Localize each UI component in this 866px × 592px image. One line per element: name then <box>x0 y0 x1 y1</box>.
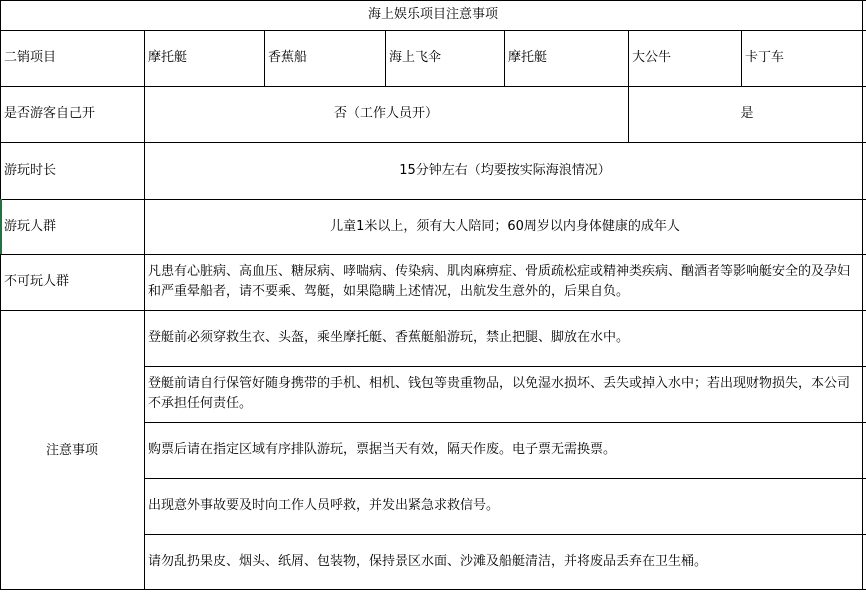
border-bottom <box>0 589 866 590</box>
audience-value[interactable]: 儿童1米以上，须有大人陪同；60周岁以内身体健康的成年人 <box>330 218 680 234</box>
border-col-4 <box>504 30 505 86</box>
border-row2-bottom <box>0 142 866 143</box>
project-cell-2[interactable]: 香蕉船 <box>268 50 308 65</box>
self-drive-no[interactable]: 否（工作人员开） <box>333 106 438 121</box>
border-col-6 <box>741 30 742 86</box>
border-row1-bottom <box>0 86 866 87</box>
restricted-value[interactable]: 凡患有心脏病、高血压、糖尿病、哮喘病、传染病、肌肉麻痹症、骨质疏松症或精神类疾病、酗酒者等影响艇安全的及孕妇和严重晕船者，请不要乘、驾艇，如果隐瞒上述情况，出航发生意外的，后果自负。 <box>148 264 851 299</box>
note-item-1[interactable]: 登艇前必须穿救生衣、头盔，乘坐摩托艇、香蕉艇船游玩，禁止把腿、脚放在水中。 <box>148 330 630 345</box>
border-row4-bottom <box>0 254 866 255</box>
note-item-2[interactable]: 登艇前请自行保管好随身携带的手机、相机、钱包等贵重物品，以免湿水损坏、丢失或掉入水中；若出现财物损失，本公司不承担任何责任。 <box>148 376 851 411</box>
row-label-self-drive[interactable]: 是否游客自己开 <box>4 106 96 121</box>
note-item-5[interactable]: 请勿乱扔果皮、烟头、纸屑、包装物，保持景区水面、沙滩及船艇清洁，并将废品丢弃在卫生桶。 <box>148 554 708 569</box>
border-col-3 <box>385 30 386 86</box>
project-cell-4[interactable]: 摩托艇 <box>508 50 548 65</box>
border-row5-bottom <box>0 310 866 311</box>
row-label-restricted[interactable]: 不可玩人群 <box>4 274 70 289</box>
note-item-3[interactable]: 购票后请在指定区域有序排队游玩，票据当天有效，隔天作废。电子票无需换票。 <box>148 442 617 457</box>
row-label-projects[interactable]: 二销项目 <box>4 50 57 65</box>
row-label-audience[interactable]: 游玩人群 <box>4 218 57 234</box>
border-note3-bottom <box>144 478 866 479</box>
project-cell-3[interactable]: 海上飞伞 <box>389 50 442 65</box>
duration-value[interactable]: 15分钟左右（均要按实际海浪情况） <box>399 162 611 178</box>
row-label-duration[interactable]: 游玩时长 <box>4 162 57 178</box>
border-row3-bottom <box>0 199 866 200</box>
border-col-5 <box>628 30 629 142</box>
border-note2-bottom <box>144 422 866 423</box>
row-label-notes[interactable]: 注意事项 <box>45 443 98 458</box>
row-selection-indicator <box>0 199 2 254</box>
table-title[interactable]: 海上娱乐项目注意事项 <box>367 7 498 22</box>
border-col-2 <box>264 30 265 86</box>
border-right <box>862 0 863 590</box>
border-note4-bottom <box>144 534 866 535</box>
project-cell-1[interactable]: 摩托艇 <box>148 50 188 65</box>
project-cell-6[interactable]: 卡丁车 <box>745 50 785 65</box>
note-item-4[interactable]: 出现意外事故要及时向工作人员呼救，并发出紧急求救信号。 <box>148 498 500 513</box>
border-note1-bottom <box>144 366 866 367</box>
border-col-label <box>144 30 145 590</box>
self-drive-yes[interactable]: 是 <box>740 106 754 121</box>
border-top <box>0 0 866 1</box>
project-cell-5[interactable]: 大公牛 <box>632 50 672 65</box>
border-title-bottom <box>0 30 866 31</box>
border-left <box>0 0 1 590</box>
